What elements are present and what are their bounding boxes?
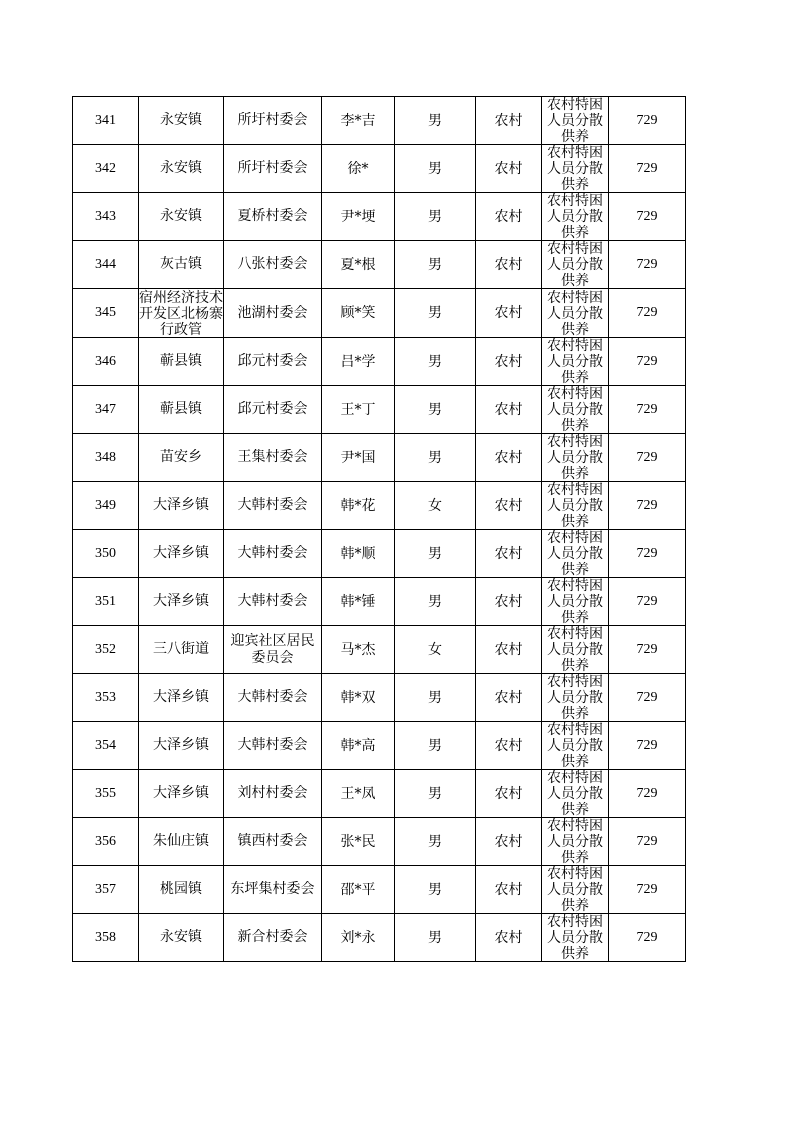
village-cell: 大韩村委会 — [224, 674, 322, 722]
table-row — [73, 530, 686, 578]
row-number-cell: 355 — [73, 770, 139, 818]
row-number-cell: 345 — [73, 289, 139, 338]
table-row — [73, 434, 686, 482]
amount-cell: 729 — [609, 674, 686, 722]
support-type-cell: 农村特困人员分散供养 — [542, 818, 609, 866]
village-cell: 大韩村委会 — [224, 482, 322, 530]
village-cell: 所圩村委会 — [224, 145, 322, 193]
amount-cell: 729 — [609, 434, 686, 482]
town-cell: 大泽乡镇 — [139, 482, 224, 530]
area-cell: 农村 — [476, 866, 542, 914]
amount-cell: 729 — [609, 289, 686, 338]
amount-cell: 729 — [609, 145, 686, 193]
table-row — [73, 97, 686, 145]
area-cell: 农村 — [476, 578, 542, 626]
village-cell: 迎宾社区居民委员会 — [224, 626, 322, 674]
village-cell: 新合村委会 — [224, 914, 322, 962]
amount-cell: 729 — [609, 530, 686, 578]
village-cell: 东坪集村委会 — [224, 866, 322, 914]
town-cell: 桃园镇 — [139, 866, 224, 914]
town-cell: 大泽乡镇 — [139, 530, 224, 578]
gender-cell: 男 — [395, 338, 476, 386]
table-row — [73, 818, 686, 866]
area-cell: 农村 — [476, 434, 542, 482]
village-cell: 大韩村委会 — [224, 722, 322, 770]
name-cell: 王*丁 — [322, 386, 395, 434]
table-row — [73, 722, 686, 770]
gender-cell: 男 — [395, 818, 476, 866]
table-row — [73, 289, 686, 338]
support-type-cell: 农村特困人员分散供养 — [542, 578, 609, 626]
gender-cell: 男 — [395, 530, 476, 578]
row-number-cell: 341 — [73, 97, 139, 145]
name-cell: 王*凤 — [322, 770, 395, 818]
name-cell: 刘*永 — [322, 914, 395, 962]
table-row — [73, 145, 686, 193]
row-number-cell: 349 — [73, 482, 139, 530]
amount-cell: 729 — [609, 482, 686, 530]
town-cell: 蕲县镇 — [139, 386, 224, 434]
support-type-cell: 农村特困人员分散供养 — [542, 530, 609, 578]
area-cell: 农村 — [476, 289, 542, 338]
support-type-cell: 农村特困人员分散供养 — [542, 289, 609, 338]
amount-cell: 729 — [609, 818, 686, 866]
gender-cell: 男 — [395, 674, 476, 722]
support-type-cell: 农村特困人员分散供养 — [542, 386, 609, 434]
village-cell: 夏桥村委会 — [224, 193, 322, 241]
village-cell: 邱元村委会 — [224, 338, 322, 386]
table-row — [73, 193, 686, 241]
row-number-cell: 350 — [73, 530, 139, 578]
area-cell: 农村 — [476, 530, 542, 578]
village-cell: 邱元村委会 — [224, 386, 322, 434]
town-cell: 宿州经济技术开发区北杨寨行政管 — [139, 290, 223, 337]
town-cell: 永安镇 — [139, 193, 224, 241]
row-number-cell: 343 — [73, 193, 139, 241]
gender-cell: 男 — [395, 434, 476, 482]
gender-cell: 男 — [395, 97, 476, 145]
area-cell: 农村 — [476, 338, 542, 386]
table-row — [73, 578, 686, 626]
amount-cell: 729 — [609, 193, 686, 241]
town-cell: 灰古镇 — [139, 241, 224, 289]
village-cell: 八张村委会 — [224, 241, 322, 289]
area-cell: 农村 — [476, 145, 542, 193]
support-type-cell: 农村特困人员分散供养 — [542, 241, 609, 289]
table-row — [73, 338, 686, 386]
name-cell: 夏*根 — [322, 241, 395, 289]
row-number-cell: 358 — [73, 914, 139, 962]
name-cell: 韩*双 — [322, 674, 395, 722]
amount-cell: 729 — [609, 626, 686, 674]
table-row — [73, 241, 686, 289]
support-type-cell: 农村特困人员分散供养 — [542, 97, 609, 145]
village-cell: 大韩村委会 — [224, 530, 322, 578]
gender-cell: 男 — [395, 914, 476, 962]
amount-cell: 729 — [609, 722, 686, 770]
row-number-cell: 354 — [73, 722, 139, 770]
support-type-cell: 农村特困人员分散供养 — [542, 434, 609, 482]
support-type-cell: 农村特困人员分散供养 — [542, 193, 609, 241]
support-type-cell: 农村特困人员分散供养 — [542, 145, 609, 193]
name-cell: 韩*顺 — [322, 530, 395, 578]
town-cell: 永安镇 — [139, 97, 224, 145]
village-cell: 镇西村委会 — [224, 818, 322, 866]
row-number-cell: 356 — [73, 818, 139, 866]
gender-cell: 男 — [395, 145, 476, 193]
area-cell: 农村 — [476, 722, 542, 770]
row-number-cell: 342 — [73, 145, 139, 193]
name-cell: 邵*平 — [322, 866, 395, 914]
area-cell: 农村 — [476, 914, 542, 962]
name-cell: 张*民 — [322, 818, 395, 866]
town-cell: 大泽乡镇 — [139, 722, 224, 770]
town-cell: 大泽乡镇 — [139, 674, 224, 722]
town-cell: 大泽乡镇 — [139, 578, 224, 626]
gender-cell: 男 — [395, 193, 476, 241]
table-row — [73, 626, 686, 674]
town-cell: 永安镇 — [139, 914, 224, 962]
town-cell: 三八街道 — [139, 626, 224, 674]
gender-cell: 男 — [395, 578, 476, 626]
table-row — [73, 770, 686, 818]
town-cell: 朱仙庄镇 — [139, 818, 224, 866]
name-cell: 李*吉 — [322, 97, 395, 145]
table-row — [73, 674, 686, 722]
support-type-cell: 农村特困人员分散供养 — [542, 674, 609, 722]
row-number-cell: 348 — [73, 434, 139, 482]
beneficiary-table — [72, 96, 686, 962]
support-type-cell: 农村特困人员分散供养 — [542, 482, 609, 530]
gender-cell: 男 — [395, 770, 476, 818]
gender-cell: 男 — [395, 866, 476, 914]
gender-cell: 女 — [395, 626, 476, 674]
town-cell: 大泽乡镇 — [139, 770, 224, 818]
amount-cell: 729 — [609, 866, 686, 914]
amount-cell: 729 — [609, 386, 686, 434]
table-body — [73, 97, 686, 962]
amount-cell: 729 — [609, 241, 686, 289]
gender-cell: 女 — [395, 482, 476, 530]
village-cell: 王集村委会 — [224, 434, 322, 482]
row-number-cell: 347 — [73, 386, 139, 434]
area-cell: 农村 — [476, 386, 542, 434]
town-cell: 永安镇 — [139, 145, 224, 193]
support-type-cell: 农村特困人员分散供养 — [542, 626, 609, 674]
area-cell: 农村 — [476, 626, 542, 674]
row-number-cell: 353 — [73, 674, 139, 722]
support-type-cell: 农村特困人员分散供养 — [542, 722, 609, 770]
area-cell: 农村 — [476, 97, 542, 145]
row-number-cell: 344 — [73, 241, 139, 289]
support-type-cell: 农村特困人员分散供养 — [542, 770, 609, 818]
table-row — [73, 866, 686, 914]
village-cell: 池湖村委会 — [224, 289, 322, 338]
area-cell: 农村 — [476, 482, 542, 530]
row-number-cell: 346 — [73, 338, 139, 386]
support-type-cell: 农村特困人员分散供养 — [542, 914, 609, 962]
amount-cell: 729 — [609, 338, 686, 386]
name-cell: 韩*锤 — [322, 578, 395, 626]
name-cell: 韩*花 — [322, 482, 395, 530]
area-cell: 农村 — [476, 770, 542, 818]
amount-cell: 729 — [609, 770, 686, 818]
town-cell: 苗安乡 — [139, 434, 224, 482]
name-cell: 吕*学 — [322, 338, 395, 386]
table-row — [73, 386, 686, 434]
table-row — [73, 914, 686, 962]
village-cell: 大韩村委会 — [224, 578, 322, 626]
gender-cell: 男 — [395, 289, 476, 338]
name-cell: 尹*国 — [322, 434, 395, 482]
area-cell: 农村 — [476, 193, 542, 241]
support-type-cell: 农村特困人员分散供养 — [542, 866, 609, 914]
row-number-cell: 357 — [73, 866, 139, 914]
amount-cell: 729 — [609, 97, 686, 145]
area-cell: 农村 — [476, 818, 542, 866]
table-row — [73, 482, 686, 530]
gender-cell: 男 — [395, 722, 476, 770]
area-cell: 农村 — [476, 674, 542, 722]
gender-cell: 男 — [395, 241, 476, 289]
name-cell: 韩*高 — [322, 722, 395, 770]
name-cell: 顾*笑 — [322, 289, 395, 338]
name-cell: 马*杰 — [322, 626, 395, 674]
amount-cell: 729 — [609, 914, 686, 962]
area-cell: 农村 — [476, 241, 542, 289]
row-number-cell: 352 — [73, 626, 139, 674]
row-number-cell: 351 — [73, 578, 139, 626]
support-type-cell: 农村特困人员分散供养 — [542, 338, 609, 386]
name-cell: 尹*埂 — [322, 193, 395, 241]
village-cell: 所圩村委会 — [224, 97, 322, 145]
village-cell: 刘村村委会 — [224, 770, 322, 818]
gender-cell: 男 — [395, 386, 476, 434]
town-cell: 蕲县镇 — [139, 338, 224, 386]
amount-cell: 729 — [609, 578, 686, 626]
name-cell: 徐* — [322, 145, 395, 193]
